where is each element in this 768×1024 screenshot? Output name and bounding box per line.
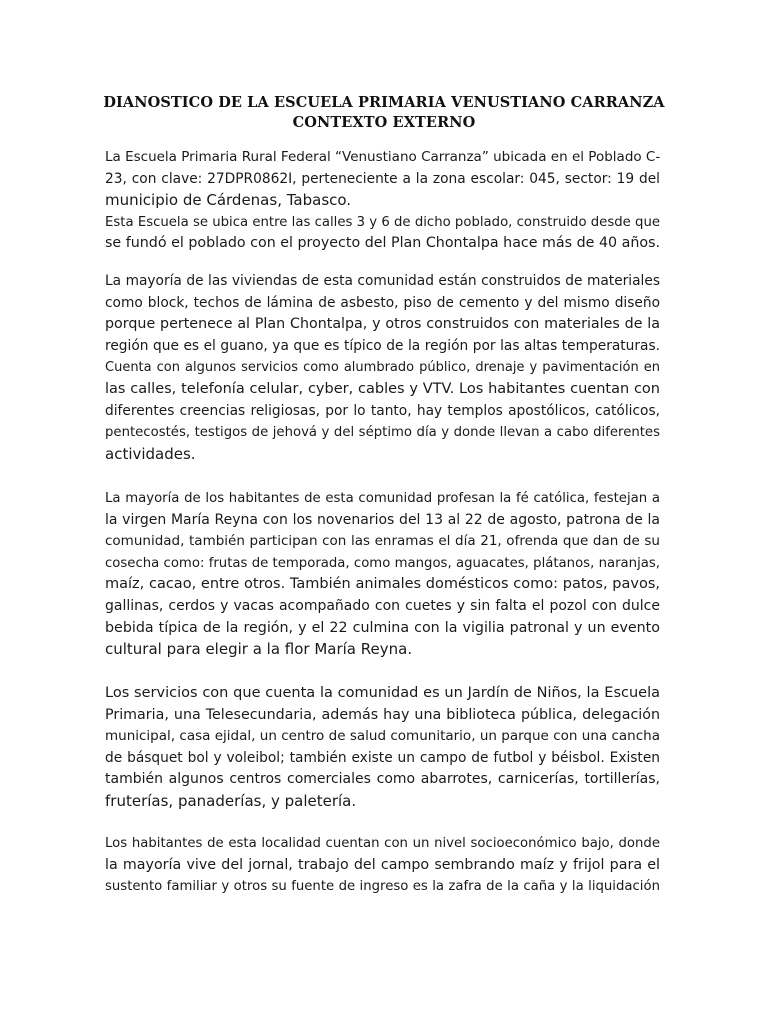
document-subtitle: CONTEXTO EXTERNO	[292, 114, 476, 131]
paragraph-line: cultural para elegir a la flor María Reyna.	[105, 640, 413, 659]
paragraph-line: las calles, telefonía celular, cyber, cables y VTV. Los habitantes cuentan con	[105, 380, 660, 397]
paragraph-line: 23, con clave: 27DPR0862I, perteneciente a la zona escolar: 045, sector: 19 del	[105, 170, 660, 187]
paragraph-line: porque pertenece al Plan Chontalpa, y otros construidos con materiales de la	[105, 316, 660, 333]
paragraph-economy	[105, 833, 660, 898]
paragraph-line: actividades.	[105, 444, 196, 463]
paragraph-line: pentecostés, testigos de jehová y del séptimo día y donde llevan a cabo diferentes	[105, 425, 660, 441]
paragraph-services	[105, 683, 660, 813]
paragraph-line: municipal, casa ejidal, un centro de salud comunitario, un parque con una cancha	[105, 728, 660, 745]
paragraph-line: La mayoría de los habitantes de esta comunidad profesan la fé católica, festejan a	[105, 491, 660, 506]
paragraph-line: se fundó el poblado con el proyecto del Plan Chontalpa hace más de 40 años.	[105, 235, 661, 252]
paragraph-line: municipio de Cárdenas, Tabasco.	[105, 191, 352, 210]
paragraph-line: comunidad, también participan con las enramas el día 21, ofrenda que dan de su	[105, 533, 660, 550]
paragraph-line: la mayoría vive del jornal, trabajo del campo sembrando maíz y frijol para el	[105, 856, 660, 873]
paragraph-line: de básquet bol y voleibol; también existe un campo de futbol y béisbol. Existen	[105, 749, 660, 766]
paragraph-line: bebida típica de la región, y el 22 culmina con la vigilia patronal y un evento	[105, 619, 660, 636]
paragraph-line: gallinas, cerdos y vacas acompañado con cuetes y sin falta el pozol con dulce	[105, 597, 660, 614]
paragraph-line: también algunos centros comerciales como abarrotes, carnicerías, tortillerías,	[105, 771, 660, 788]
paragraph-housing	[105, 271, 660, 465]
paragraph-line: Cuenta con algunos servicios como alumbrado público, drenaje y pavimentación en	[105, 360, 660, 376]
paragraph-line: fruterías, panaderías, y paletería.	[105, 791, 357, 810]
paragraph-location	[105, 147, 660, 255]
paragraph-line: la virgen María Reyna con los novenarios del 13 al 22 de agosto, patrona de la	[105, 511, 660, 528]
document-title: DIANOSTICO DE LA ESCUELA PRIMARIA VENUSTIANO CARRANZA	[103, 94, 665, 111]
paragraph-religion	[105, 488, 660, 661]
paragraph-line: región que es el guano, ya que es típico de la región por las altas temperaturas.	[105, 337, 660, 354]
paragraph-line: Primaria, una Telesecundaria, además hay una biblioteca pública, delegación	[105, 706, 660, 723]
paragraph-line: Los habitantes de esta localidad cuentan con un nivel socioeconómico bajo, donde	[105, 836, 660, 851]
paragraph-line: La mayoría de las viviendas de esta comunidad están construidos de materiales	[105, 273, 660, 289]
paragraph-line: sustento familiar y otros su fuente de ingreso es la zafra de la caña y la liquidación	[105, 879, 660, 895]
paragraph-line: maíz, cacao, entre otros. También animales domésticos como: patos, pavos,	[105, 576, 660, 593]
paragraph-line: La Escuela Primaria Rural Federal “Venustiano Carranza” ubicada en el Poblado C-	[105, 149, 661, 165]
paragraph-line: Esta Escuela se ubica entre las calles 3 y 6 de dicho poblado, construido desde que	[105, 214, 660, 230]
paragraph-line: cosecha como: frutas de temporada, como mangos, aguacates, plátanos, naranjas,	[105, 555, 660, 571]
paragraph-line: Los servicios con que cuenta la comunidad es un Jardín de Niños, la Escuela	[105, 685, 660, 701]
paragraph-line: diferentes creencias religiosas, por lo tanto, hay templos apostólicos, católicos,	[105, 402, 660, 419]
paragraph-line: como block, techos de lámina de asbesto, piso de cemento y del mismo diseño	[105, 294, 660, 311]
